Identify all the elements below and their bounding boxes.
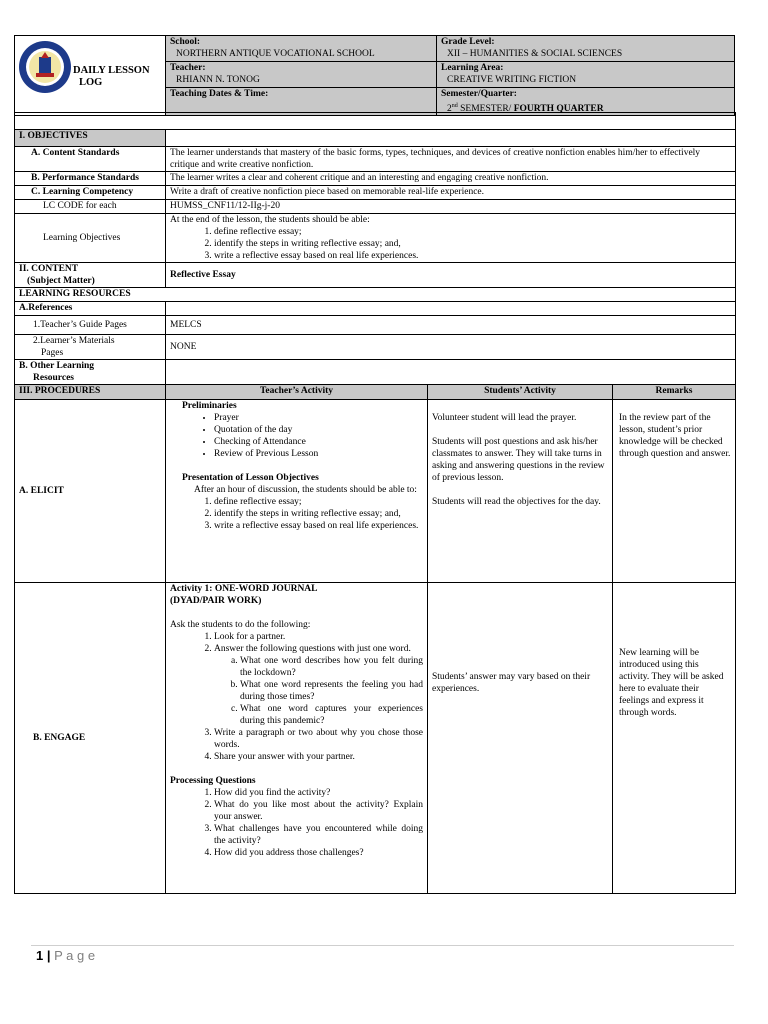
competency-text: Write a draft of creative nonfiction piece based on memorable real-life experience.	[166, 186, 736, 200]
list-item: 3. write a reflective essay based on real life experiences.	[214, 520, 423, 532]
lc-value: HUMSS_CNF11/12-IIg-j-20	[166, 200, 736, 214]
ask-text: Ask the students to do the following:	[170, 620, 311, 630]
performance-text: The learner writes a clear and coherent critique and an interesting and engaging creative nonfiction.	[166, 172, 736, 186]
log-title-line2: LOG	[79, 77, 103, 88]
list-item: • Quotation of the day	[214, 424, 423, 436]
engage-remarks: New learning will be introduced using this activity. They will be asked here to evaluate their feelings and express it through words.	[613, 583, 736, 894]
area-label: Learning Area:	[441, 63, 504, 73]
other-line1: B. Other Learning	[19, 361, 95, 371]
elicit-student-p1: Volunteer student will lead the prayer.	[432, 413, 577, 423]
activity-line1: Activity 1: ONE-WORD JOURNAL	[170, 584, 318, 594]
teacher-value: RHIANN N. TONOG	[176, 75, 260, 85]
engage-label: B. ENGAGE	[15, 583, 166, 894]
list-item: b. What one word represents the feeling you had during those times?	[240, 679, 423, 703]
deped-seal-icon	[18, 40, 72, 94]
student-col-header: Students’ Activity	[428, 385, 613, 400]
tg-label: 1.Teacher’s Guide Pages	[15, 316, 166, 335]
list-item: 2. identify the steps in writing reflective essay; and,	[214, 508, 423, 520]
list-item: 2. Answer the following questions with just one word. a. What one word describes how you felt during the lockdown? b. What one word represents the feeling you had during those times? c. What one word captures your experiences during this pandemic?	[214, 643, 423, 727]
school-value: NORTHERN ANTIQUE VOCATIONAL SCHOOL	[176, 49, 375, 59]
area-value: CREATIVE WRITING FICTION	[447, 75, 577, 85]
lm-value: NONE	[166, 335, 736, 360]
list-item: 1. define reflective essay;	[214, 226, 731, 238]
learning-objectives-intro: At the end of the lesson, the students should be able:	[170, 215, 370, 225]
remarks-col-header: Remarks	[613, 385, 736, 400]
footer-page: 1 | P a g e	[36, 948, 96, 963]
lm-label-line1: 2.Learner’s Materials	[33, 336, 115, 346]
page-number: 1	[36, 948, 44, 963]
list-item: 1. How did you find the activity?	[214, 787, 423, 799]
performance-label: B. Performance Standards	[15, 172, 166, 186]
list-item: c. What one word captures your experiences during this pandemic?	[240, 703, 423, 727]
learning-objectives-list	[170, 226, 731, 262]
content-standards-label: A. Content Standards	[15, 147, 166, 172]
content-label-line2: (Subject Matter)	[27, 276, 95, 286]
list-item: 2. What do you like most about the activity? Explain your answer.	[214, 799, 423, 823]
content-label-line1: II. CONTENT	[19, 264, 79, 274]
list-item: 4. Share your answer with your partner.	[214, 751, 423, 763]
activity-line2: (DYAD/PAIR WORK)	[170, 596, 262, 606]
header-table	[14, 35, 735, 116]
content-value: Reflective Essay	[166, 263, 736, 288]
logo-cell	[15, 36, 166, 116]
other-line2: Resources	[33, 373, 74, 383]
references-label: A.References	[15, 302, 166, 316]
list-item: 2. identify the steps in writing reflective essay; and,	[214, 238, 731, 250]
list-item: • Checking of Attendance	[214, 436, 423, 448]
school-label: School:	[170, 37, 201, 47]
objectives-title: I. OBJECTIVES	[15, 130, 166, 147]
footer-divider	[31, 945, 734, 946]
competency-label: C. Learning Competency	[15, 186, 166, 200]
preliminaries-list	[170, 412, 423, 460]
grade-value: XII – HUMANITIES & SOCIAL SCIENCES	[447, 49, 623, 59]
engage-steps	[170, 631, 423, 763]
presentation-title: Presentation of Lesson Objectives	[182, 473, 319, 483]
processing-list	[170, 787, 423, 859]
content-standards-text: The learner understands that mastery of the basic forms, types, techniques, and devices of creative nonfiction enables him/her to effectively critique and write creative nonfiction.	[166, 147, 736, 172]
lm-label-line2: Pages	[41, 348, 64, 358]
semester-label: Semester/Quarter:	[441, 89, 517, 99]
list-item: • Review of Previous Lesson	[214, 448, 423, 460]
processing-title: Processing Questions	[170, 776, 256, 786]
learning-objectives-label: Learning Objectives	[15, 214, 166, 263]
engage-student: Students’ answer may vary based on their experiences.	[428, 583, 613, 894]
list-item: a. What one word describes how you felt during the lockdown?	[240, 655, 423, 679]
semester-value: 2nd SEMESTER/ FOURTH QUARTER	[447, 103, 604, 115]
tg-value: MELCS	[166, 316, 736, 335]
teacher-label: Teacher:	[170, 63, 206, 73]
page-word: P a g e	[54, 948, 96, 963]
elicit-student-p3: Students will read the objectives for the day.	[432, 497, 601, 507]
presentation-text: After an hour of discussion, the students should be able to:	[194, 485, 417, 495]
list-item: 3. What challenges have you encountered while doing the activity?	[214, 823, 423, 847]
preliminaries-title: Preliminaries	[182, 401, 237, 411]
resources-title: LEARNING RESOURCES	[15, 288, 736, 302]
teacher-col-header: Teacher’s Activity	[166, 385, 428, 400]
grade-label: Grade Level:	[441, 37, 495, 47]
log-title-line1: DAILY LESSON	[73, 65, 150, 76]
list-item: 1. define reflective essay;	[214, 496, 423, 508]
list-item: • Prayer	[214, 412, 423, 424]
list-item: 3. Write a paragraph or two about why you chose those words.	[214, 727, 423, 751]
elicit-remarks: In the review part of the lesson, student’s prior knowledge will be checked through question and answer.	[613, 400, 736, 583]
list-item: 1. Look for a partner.	[214, 631, 423, 643]
list-item: 3. write a reflective essay based on real life experiences.	[214, 250, 731, 262]
lc-label: LC CODE for each	[15, 200, 166, 214]
list-item: 4. How did you address those challenges?	[214, 847, 423, 859]
elicit-student-p2: Students will post questions and ask his/her classmates to answer. They will take turns in asking and answering questions in the review of previous lesson.	[432, 437, 605, 483]
dates-label: Teaching Dates & Time:	[170, 89, 269, 99]
procedures-title: III. PROCEDURES	[15, 385, 166, 400]
main-table	[14, 112, 736, 894]
elicit-label: A. ELICIT	[15, 400, 166, 583]
objectives-list	[170, 496, 423, 532]
